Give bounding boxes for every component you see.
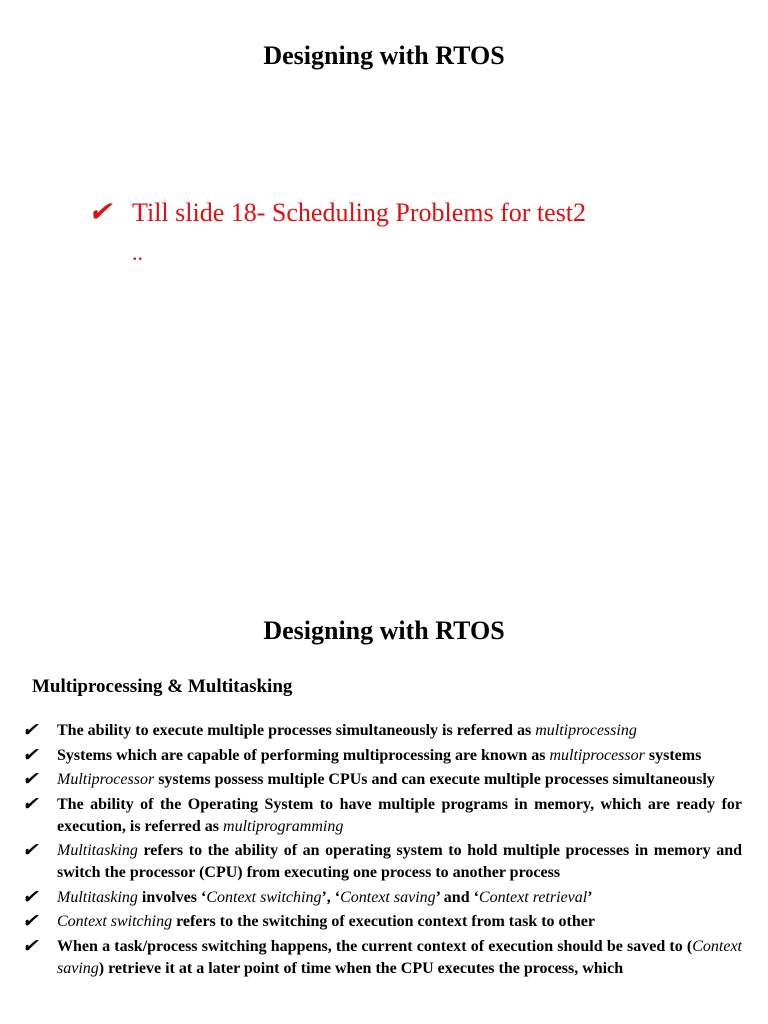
- list-item: ✔ Multitasking refers to the ability of an operating system to hold multiple processes in memory and switch the processor (CPU) from executing one process to another process: [22, 840, 742, 881]
- check-mark-icon: ✔: [88, 197, 112, 228]
- bullet-text: Till slide 18- Scheduling Problems for test2: [132, 198, 587, 227]
- check-mark-icon: ✔: [22, 720, 38, 741]
- check-mark-icon: ✔: [22, 744, 38, 766]
- bullet-continuation-dots: ..: [132, 240, 143, 265]
- list-item: ✔ Multitasking involves ‘Context switching’, ‘Context saving’ and ‘Context retrieval’: [22, 886, 593, 908]
- check-mark-icon: ✔: [22, 840, 38, 861]
- list-item: ✔ The ability to execute multiple processes simultaneously is referred as multiprocessing: [22, 720, 637, 741]
- list-item: ✔ The ability of the Operating System to have multiple programs in memory, which are ready for execution, is referred as multiprogramming: [22, 793, 742, 835]
- list-item: ✔ Multiprocessor systems possess multiple CPUs and can execute multiple processes simultaneously: [22, 769, 715, 790]
- check-mark-icon: ✔: [22, 769, 38, 790]
- slide-1-title: Designing with RTOS: [263, 41, 505, 70]
- bullet-list: [22, 720, 742, 982]
- list-item: ✔ When a task/process switching happens, the current context of execution should be saved to (Context saving) retrieve it at a later point of time when the CPU executes the process, which: [22, 935, 742, 977]
- list-item: ✔ Context switching refers to the switching of execution context from task to other: [22, 911, 595, 932]
- section-subheading: Multiprocessing & Multitasking: [32, 676, 293, 697]
- check-mark-icon: ✔: [22, 935, 38, 957]
- check-mark-icon: ✔: [22, 911, 38, 932]
- slide-2: [0, 576, 768, 1024]
- check-mark-icon: ✔: [22, 886, 38, 908]
- check-mark-icon: ✔: [22, 793, 38, 815]
- slide-2-title: Designing with RTOS: [263, 616, 505, 645]
- list-item: ✔ Systems which are capable of performing multiprocessing are known as multiprocessor systems: [22, 744, 702, 766]
